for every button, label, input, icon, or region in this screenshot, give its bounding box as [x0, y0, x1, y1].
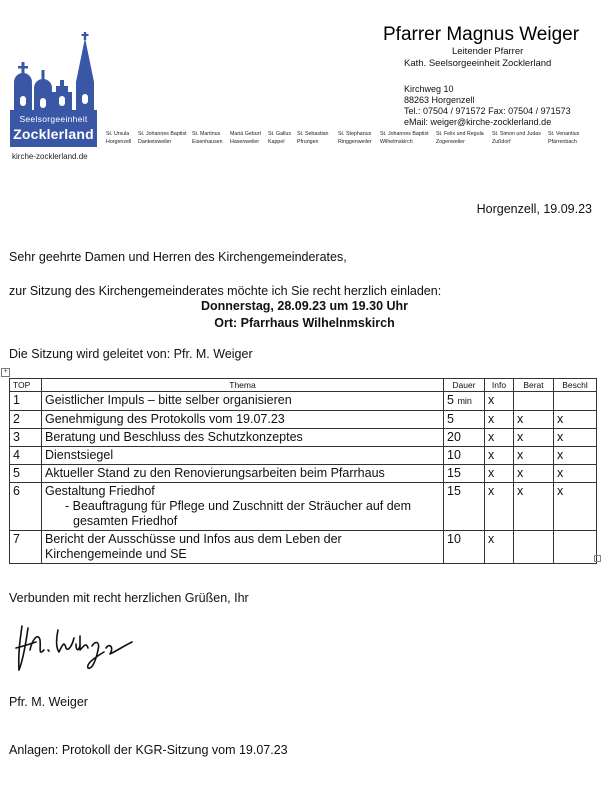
cell-dauer: 10	[444, 447, 485, 465]
cell-dauer: 20	[444, 429, 485, 447]
cell-top: 1	[10, 392, 42, 411]
cell-dauer: 10	[444, 531, 485, 564]
logo-text-line1: Seelsorgeeinheit	[19, 114, 88, 124]
table-row	[10, 429, 597, 447]
cell-thema: Gestaltung Friedhof - Beauftragung für Pflege und Zuschnitt der Sträucher auf dem gesamten Friedhof	[42, 483, 444, 531]
col-header-thema: Thema	[42, 379, 444, 392]
cell-info: x	[485, 411, 514, 429]
sender-role: Leitender Pfarrer	[452, 46, 524, 57]
cell-top: 3	[10, 429, 42, 447]
parish-item: St. Gallus Kappel	[268, 131, 291, 145]
col-header-top: TOP	[10, 379, 42, 392]
cell-beschl: x	[554, 429, 597, 447]
cell-info: x	[485, 531, 514, 564]
col-header-info: Info	[485, 379, 514, 392]
cell-info: x	[485, 429, 514, 447]
cell-thema: Dienstsiegel	[42, 447, 444, 465]
agenda-table	[9, 378, 597, 564]
table-resize-handle-icon[interactable]	[594, 555, 601, 562]
sender-unit: Kath. Seelsorgeeinheit Zocklerland	[404, 58, 552, 69]
cell-beschl	[554, 531, 597, 564]
table-header-row	[10, 379, 597, 392]
cell-thema: Geistlicher Impuls – bitte selber organisieren	[42, 392, 444, 411]
table-row	[10, 392, 597, 411]
parish-item: St. Sebastian Pfrungen	[297, 131, 329, 145]
parish-item: St. Martinus Eisenhausen	[192, 131, 223, 145]
parish-item: St. Johannes Baptist Wilhelmskirch	[380, 131, 429, 145]
salutation: Sehr geehrte Damen und Herren des Kirchengemeinderates,	[9, 250, 347, 264]
sender-street: Kirchweg 10	[404, 84, 454, 94]
parish-item: St. Ursula Horgenzell	[106, 131, 132, 145]
closing-text: Verbunden mit recht herzlichen Grüßen, Ihr	[9, 591, 249, 605]
parish-item: Mariä Geburt Hasenweiler	[230, 131, 261, 145]
logo-banner	[10, 110, 97, 147]
cell-info: x	[485, 465, 514, 483]
cell-thema: Aktueller Stand zu den Renovierungsarbeiten beim Pfarrhaus	[42, 465, 444, 483]
sender-city: 88263 Horgenzell	[404, 95, 475, 105]
website-link[interactable]: kirche-zocklerland.de	[12, 152, 88, 161]
cell-berat	[514, 531, 554, 564]
table-row	[10, 465, 597, 483]
cell-top: 5	[10, 465, 42, 483]
parish-item: St. Venantius Pfärrenbach	[548, 131, 580, 145]
parish-item: St. Stephanus Ringgenweiler	[338, 131, 372, 145]
table-row	[10, 447, 597, 465]
cell-top: 6	[10, 483, 42, 531]
col-header-beschl: Beschl	[554, 379, 597, 392]
cell-info: x	[485, 483, 514, 531]
table-row	[10, 531, 597, 564]
cell-dauer: 15	[444, 483, 485, 531]
attachments-line: Anlagen: Protokoll der KGR-Sitzung vom 19.07.23	[9, 743, 288, 757]
cell-info: x	[485, 447, 514, 465]
cell-berat: x	[514, 483, 554, 531]
sender-name: Pfarrer Magnus Weiger	[383, 24, 580, 45]
cell-top: 4	[10, 447, 42, 465]
table-row	[10, 411, 597, 429]
cell-top: 2	[10, 411, 42, 429]
meeting-date: Donnerstag, 28.09.23 um 19.30 Uhr	[200, 299, 409, 313]
place-date: Horgenzell, 19.09.23	[476, 202, 592, 216]
cell-berat: x	[514, 411, 554, 429]
cell-dauer: 5 min	[444, 392, 485, 411]
cell-thema: Bericht der Ausschüsse und Infos aus dem Leben der Kirchengemeinde und SE	[42, 531, 444, 564]
invitation-text: zur Sitzung des Kirchengemeinderates möchte ich Sie recht herzlich einladen:	[9, 284, 442, 298]
col-header-berat: Berat	[514, 379, 554, 392]
sender-phone: Tel.: 07504 / 971572 Fax: 07504 / 971573	[404, 106, 571, 116]
logo-text-line2: Zocklerland	[13, 126, 94, 142]
parish-item: St. Felix und Regula Zogenweiler	[436, 131, 484, 145]
cell-thema: Genehmigung des Protokolls vom 19.07.23	[42, 411, 444, 429]
table-row	[10, 483, 597, 531]
cell-berat: x	[514, 465, 554, 483]
parish-item: St. Johannes Baptist Danketsweiler	[138, 131, 187, 145]
cell-top: 7	[10, 531, 42, 564]
cell-berat: x	[514, 447, 554, 465]
table-move-handle-icon[interactable]: +	[1, 368, 10, 377]
cell-thema: Beratung und Beschluss des Schutzkonzeptes	[42, 429, 444, 447]
chair-line: Die Sitzung wird geleitet von: Pfr. M. Weiger	[9, 347, 253, 361]
cell-beschl: x	[554, 483, 597, 531]
col-header-dauer: Dauer	[444, 379, 485, 392]
sender-email[interactable]: eMail: weiger@kirche-zocklerland.de	[404, 117, 552, 127]
cell-berat: x	[514, 429, 554, 447]
signature-icon	[14, 620, 144, 680]
cell-beschl: x	[554, 465, 597, 483]
cell-dauer: 15	[444, 465, 485, 483]
cell-info: x	[485, 392, 514, 411]
cell-dauer: 5	[444, 411, 485, 429]
parish-item: St. Simon und Judas Zußdorf	[492, 131, 541, 145]
meeting-location: Ort: Pfarrhaus Wilhelnmskirch	[214, 316, 395, 330]
cell-beschl: x	[554, 447, 597, 465]
cell-beschl	[554, 392, 597, 411]
cell-berat	[514, 392, 554, 411]
signer-name: Pfr. M. Weiger	[9, 695, 88, 709]
cell-beschl: x	[554, 411, 597, 429]
